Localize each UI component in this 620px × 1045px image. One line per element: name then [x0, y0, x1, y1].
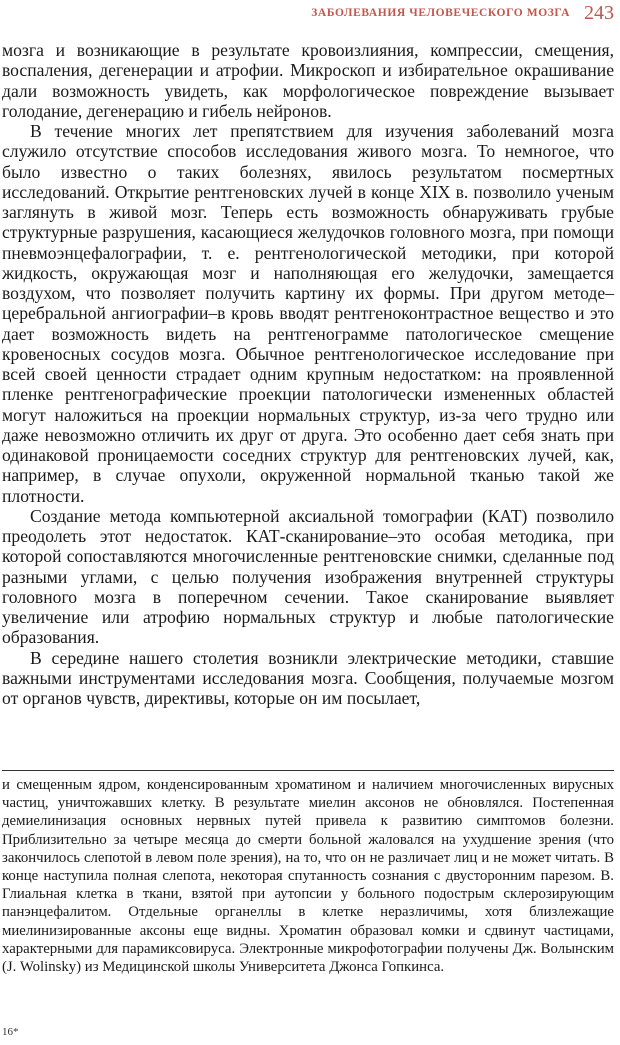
paragraph-2: В течение многих лет препятствием для изучения заболеваний мозга служило отсутствие способов исследования живого мозга. То немногое, что было известно о таких болезнях, явилось результатом посмертных исследований. Открытие рентгеновских лучей в конце XIX в. позволило ученым заглянуть в живой мозг. Теперь есть возможность обнаруживать грубые структурные разрушения, касающиеся желудочков головного мозга, при помощи пневмоэнцефалографии, т. е. рентгенологической методики, при которой жидкость, окружающая мозг и наполняющая его желудочки, замещается воздухом, что позволяет получить картину их формы. При другом методе–церебральной ангиографии–в кровь вводят рентгеноконтрастное вещество и это дает возможность видеть на рентгенограмме патологическое смещение кровеносных сосудов мозга. Обычное рентгенологическое исследование при всей своей ценности страдает одним крупным недостатком: на проявленной пленке рентгенографические проекции патологически измененных областей могут наложиться на проекции нормальных структур, из-за чего трудно или даже невозможно отличить их друг от друга. Это особенно дает себя знать при одинаковой проницаемости соседних структур для рентгеновских лучей, как, например, в случае опухоли, окруженной нормальной тканью такой же плотности.: [2, 121, 614, 506]
footnote-divider: [2, 770, 614, 771]
page-number: 243: [584, 2, 614, 24]
caption-text: и смещенным ядром, конденсированным хроматином и наличием многочисленных вирусных частиц, уничтожавших клетку. В результате миелин аксонов не обновлялся. Постепенная демиелинизация основных нервных путей привела к развитию симптомов болезни. Приблизительно за четыре месяца до смерти больной жаловался на ухудшение зрения (что закончилось слепотой в левом поле зрения), на то, что он не различает лиц и не может читать. В конце наступила полная слепота, некоторая спутанность сознания с двусторонним парезом. В. Глиальная клетка в ткани, взятой при аутопсии у больного подострым склерозирующим панэнцефалитом. Отдельные органеллы в клетке неразличимы, хотя близлежащие миелинизированные аксоны еще видны. Хроматин образовал комки и сдвинут частицами, характерными для парамиксовируса. Электронные микрофотографии получены Дж. Волынским (J. Wolinsky) из Медицинской школы Университета Джонса Гопкинса.: [2, 777, 614, 976]
paragraph-3: Создание метода компьютерной аксиальной томографии (КАТ) позволило преодолеть этот недостаток. КАТ-сканирование–это особая методика, при которой сопоставляются многочисленные рентгеновские снимки, сделанные под разными углами, с целью получения изображения внутренней структуры головного мозга в поперечном сечении. Такое сканирование выявляет увеличение или атрофию нормальных структур и любые патологические образования.: [2, 505, 614, 648]
main-text: [2, 40, 614, 708]
running-head: [0, 2, 614, 25]
paragraph-1: мозга и возникающие в результате кровоизлияния, компрессии, смещения, воспаления, дегенерации и атрофии. Микроскоп и избирательное окрашивание дали возможность увидеть, как морфологическое повреждение вызывает голодание, дегенерацию и гибель нейронов.: [2, 40, 614, 121]
figure-caption-continuation: [2, 776, 614, 976]
paragraph-4: В середине нашего столетия возникли электрические методики, ставшие важными инструментами исследования мозга. Сообщения, получаемые мозгом от органов чувств, директивы, которые он им посылает,: [2, 647, 614, 708]
printer-signature-mark: 16*: [2, 1026, 19, 1038]
running-title: ЗАБОЛЕВАНИЯ ЧЕЛОВЕЧЕСКОГО МОЗГА: [311, 7, 570, 19]
